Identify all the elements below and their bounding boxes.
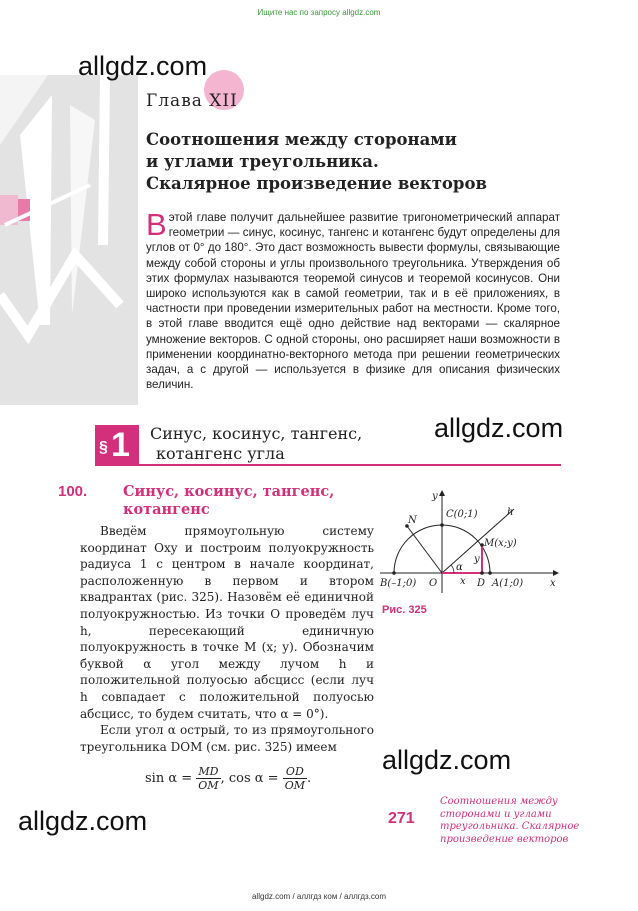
point-d — [480, 571, 484, 575]
fraction-od-om — [283, 765, 307, 792]
paragraph: Введём прямоугольную систему координат Oxy и построим полуокружность радиуса 1 с центром в начале координат, расположенную в первом и втором квадрантах (рис. 325). Назовём её единичной полуокружностью. Из точки O проведём луч h, пересекающий единичную полуокружность в точке M (x; y). Обозначим буквой α угол между лучом h и положительной полуосью абсцисс (если луч h совпадает с положительной полуосью абсцисс, то будем считать, что α = 0°). — [80, 524, 374, 721]
point-c — [440, 523, 444, 527]
section-title-line: Синус, косинус, тангенс, — [150, 424, 363, 443]
label-n: N — [408, 515, 417, 526]
label-h: h — [507, 507, 514, 518]
angle-arc — [451, 565, 454, 573]
running-head-line: произведение векторов — [440, 833, 569, 845]
watermark: allgdz.com — [18, 806, 148, 836]
subsection-title-line: Синус, косинус, тангенс, — [123, 483, 335, 500]
point-a — [488, 571, 492, 575]
section-title-line: котангенс угла — [156, 444, 285, 463]
subsection-number: 100. — [58, 483, 88, 500]
watermark: allgdz.com — [434, 413, 564, 443]
label-y-segment: y — [474, 554, 480, 565]
label-alpha: α — [456, 562, 463, 573]
label-c: C(0;1) — [446, 509, 478, 520]
fraction-md-om — [196, 765, 220, 792]
chapter-title-line: Соотношения между сторонами — [146, 130, 457, 149]
formula — [145, 765, 311, 792]
running-head-line: сторонами и углами — [440, 808, 552, 820]
watermark: allgdz.com — [78, 51, 208, 81]
chapter-intro — [146, 207, 560, 392]
intro-text: этой главе получит дальнейшее развитие тригонометрический аппарат геометрии — синус, косинус, тангенс и котангенс будут определены для углов от 0° до 180°. Это даст возможность вывести формулы, связывающие между собой стороны и углы произвольного треугольника. Утверждения об этих формулах называются теоремой синусов и теоремой косинусов. Они широко используются как в самой геометрии, так и в её приложениях, в частности при проведении измерительных работ на местности. Кроме того, в этой главе вводится ещё одно действие над векторами — скалярное умножение векторов. С одной стороны, оно расширяет наши возможности в применении координатно-векторного метода при решении геометрических задач, а с другой — используется в физике для описания физических величин. — [146, 211, 560, 392]
body-text — [80, 523, 374, 755]
fraction-numerator: OD — [283, 765, 307, 779]
paragraph: Если угол α острый, то из прямоугольного треугольника DOM (см. рис. 325) имеем — [80, 723, 374, 754]
footer: allgdz.com / аллгдз ком / аллгдз.com — [251, 892, 387, 901]
label-o: O — [429, 578, 438, 589]
drop-cap: В — [146, 207, 167, 242]
figure-unit-semicircle — [374, 485, 564, 603]
section-divider — [95, 464, 561, 466]
chapter-title-line: Скалярное произведение векторов — [146, 174, 487, 193]
formula-end: . — [306, 771, 312, 786]
section-number: 1 — [111, 426, 130, 464]
chapter-title-line: и углами треугольника. — [146, 152, 379, 171]
label-y-axis: y — [432, 491, 438, 502]
running-head-line: Соотношения между — [440, 796, 558, 807]
point-b — [392, 571, 396, 575]
fraction-numerator: MD — [196, 765, 220, 779]
label-m: M(x;y) — [484, 538, 517, 549]
fraction-denominator: OM — [284, 779, 305, 792]
watermark: allgdz.com — [382, 745, 512, 775]
running-head — [440, 796, 579, 846]
ray-on — [407, 526, 442, 573]
fraction-denominator: OM — [198, 779, 219, 792]
formula-sin: sin α = — [145, 771, 193, 786]
label-a: A(1;0) — [492, 578, 524, 589]
subsection-title — [123, 483, 334, 519]
decorative-panel — [0, 75, 138, 405]
section-mark: § — [99, 439, 108, 456]
page-number: 271 — [388, 810, 415, 827]
chapter-title — [146, 129, 487, 195]
label-d: D — [477, 578, 486, 589]
formula-separator: , — [220, 771, 225, 786]
label-x-axis: x — [550, 578, 556, 589]
figure-caption: Рис. 325 — [382, 604, 427, 616]
formula-cos: cos α = — [228, 771, 279, 786]
chapter-label: Глава XII — [146, 91, 238, 111]
section-badge — [95, 425, 139, 465]
subsection-title-line: котангенс — [123, 501, 210, 518]
label-b: B(–1;0) — [380, 578, 417, 589]
decorative-geometry — [0, 75, 138, 405]
running-head-line: треугольника. Скалярное — [440, 821, 580, 832]
section-title — [150, 424, 362, 464]
top-note: Ищите нас по запросу allgdz.com — [257, 8, 381, 17]
label-x-segment: x — [460, 576, 466, 587]
